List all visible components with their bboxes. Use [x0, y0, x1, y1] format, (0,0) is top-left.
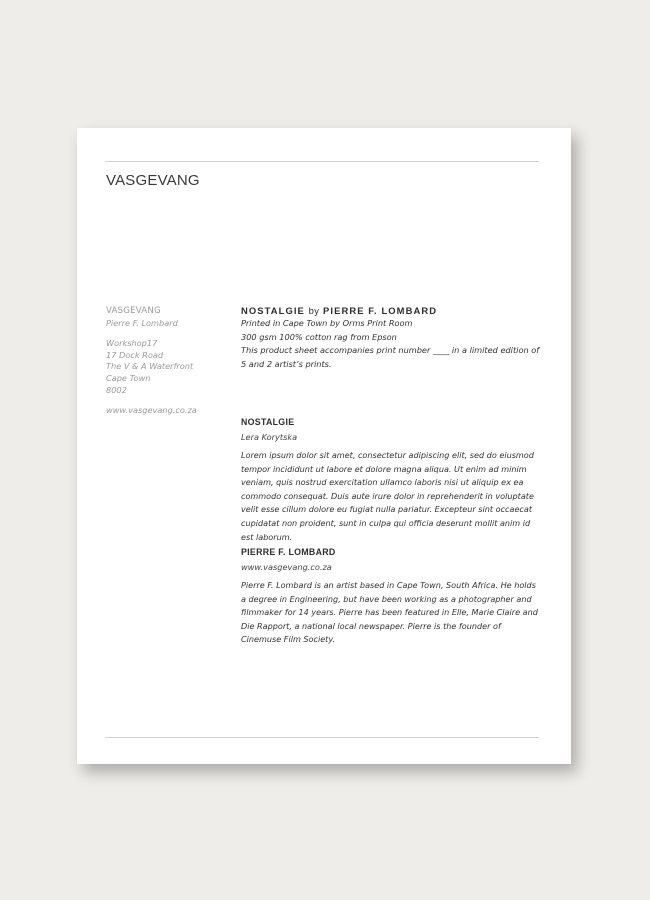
artist-title: PIERRE F. LOMBARD	[241, 547, 336, 557]
address-line: 17 Dock Road	[106, 349, 164, 360]
work-block	[241, 416, 541, 544]
intro-line: Printed in Cape Town by Orms Print Room	[241, 318, 413, 328]
intro-line: 300 gsm 100% cotton rag from Epson	[241, 331, 397, 342]
artist-website[interactable]: www.vasgevang.co.za	[241, 562, 332, 572]
intro-line: This product sheet accompanies print number ____ in a limited edition of 5 and 2 artist’s prints.	[241, 345, 540, 369]
address-line: 8002	[106, 384, 127, 395]
brand-title: VASGEVANG	[106, 172, 200, 189]
top-divider	[105, 161, 539, 162]
work-author: Lera Korytska	[241, 432, 298, 442]
intro-title: NOSTALGIE	[241, 305, 305, 316]
artist-bio: Pierre F. Lombard is an artist based in Cape Town, South Africa. He holds a degree in Engineering, but have been working as a photographer and filmmaker for 14 years. Pierre has been featured in Elle, Marie Claire and Die Rapport, a national local newspaper. Pierre is the founder of Cinemuse Film Society.	[241, 580, 538, 645]
sidebar-company: VASGEVANG	[106, 306, 161, 316]
address-line: Workshop17	[106, 338, 158, 349]
artist-block	[241, 546, 541, 647]
address-line: The V & A Waterfront	[106, 361, 194, 372]
work-description: Lorem ipsum dolor sit amet, consectetur adipiscing elit, sed do eiusmod tempor incididunt ut labore et dolore magna aliqua. Ut enim ad minim veniam, quis nostrud exercitation ullamco laboris nisi ut aliquip ex ea commodo consequat. Duis aute irure dolor in reprehenderit in voluptate velit esse cillum dolore eu fugiat nulla pariatur. Excepteur sint occaecat cupidatat non proident, sunt in culpa qui officia deserunt mollit anim id est laborum.	[241, 450, 534, 542]
address-line: Cape Town	[106, 372, 151, 383]
intro-artist: PIERRE F. LOMBARD	[323, 305, 438, 316]
intro-block	[241, 304, 541, 371]
sidebar-website[interactable]: www.vasgevang.co.za	[106, 405, 197, 416]
intro-heading	[241, 304, 541, 317]
sidebar-artist: Pierre F. Lombard	[106, 317, 178, 328]
work-title: NOSTALGIE	[241, 417, 295, 427]
product-sheet	[77, 128, 571, 764]
intro-by: by	[308, 305, 320, 316]
bottom-divider	[105, 737, 539, 738]
sidebar-contact	[106, 306, 226, 417]
